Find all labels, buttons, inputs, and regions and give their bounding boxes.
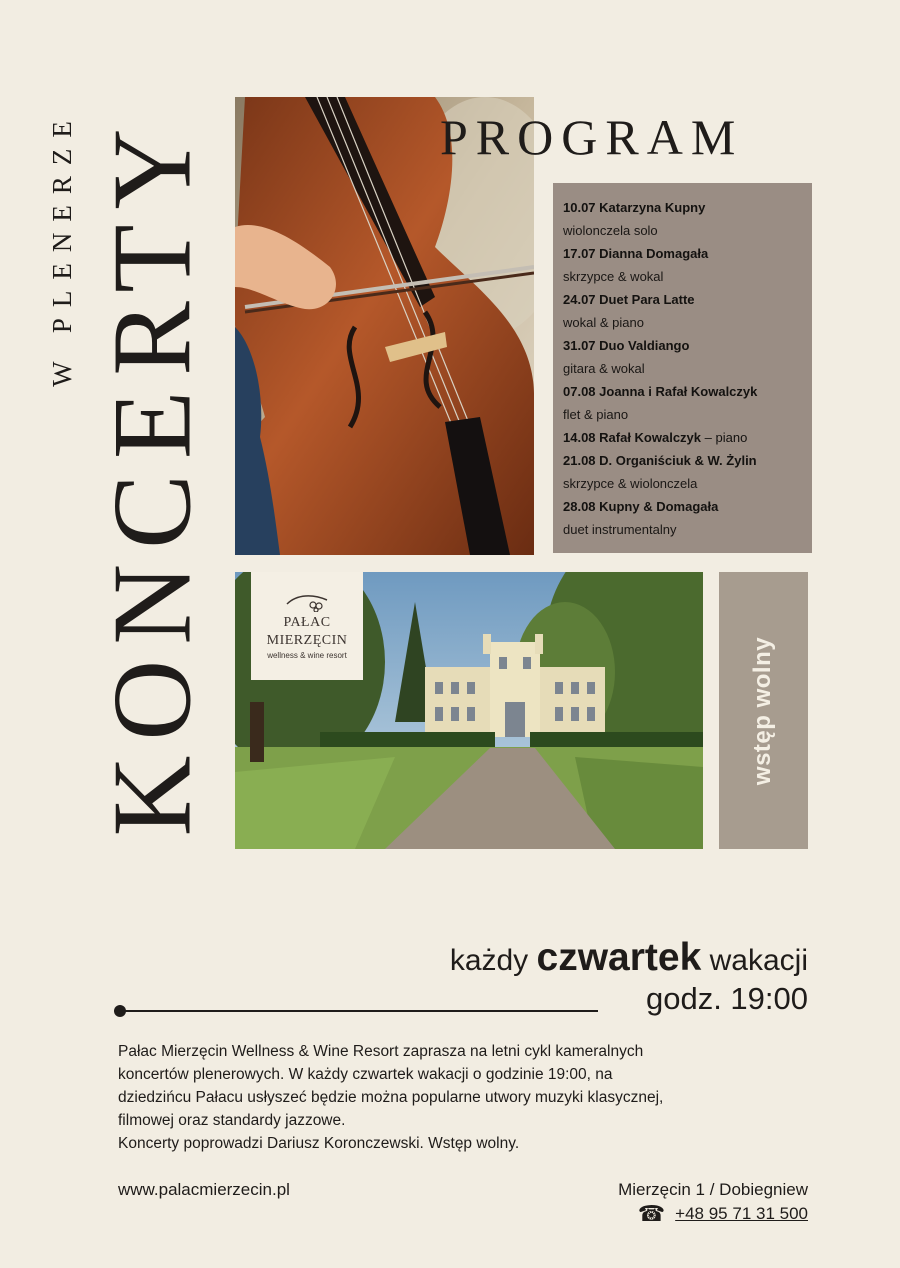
program-item-title: 07.08 Joanna i Rafał Kowalczyk xyxy=(563,384,758,399)
program-list xyxy=(553,183,812,553)
subtitle-vertical xyxy=(44,96,80,400)
program-item-title: 21.08 D. Organiściuk & W. Żylin xyxy=(563,453,757,468)
schedule-time: godz. 19:00 xyxy=(645,981,808,1016)
free-entry-badge xyxy=(719,572,808,849)
divider-dot xyxy=(114,1005,126,1017)
main-title-vertical xyxy=(91,92,216,858)
program-item-subtitle: wiolonczela solo xyxy=(563,223,658,238)
program-item xyxy=(563,245,802,285)
palace-logo xyxy=(251,572,363,680)
program-item-name: 14.08 Rafał Kowalczyk xyxy=(563,430,702,445)
program-item-title: 17.07 Dianna Domagała xyxy=(563,246,709,261)
schedule-day xyxy=(450,936,808,980)
schedule-day-strong: czwartek xyxy=(536,936,702,979)
description-line: dziedzińcu Pałacu usłyszeć będzie można popularne utwory muzyki klasycznej, xyxy=(118,1089,664,1106)
program-item-title: 31.07 Duo Valdiango xyxy=(563,338,690,353)
main-title-text: KONCERTY xyxy=(91,113,216,837)
program-item xyxy=(563,498,802,538)
logo-name-line2: MIERZĘCIN xyxy=(266,633,348,648)
program-item xyxy=(563,291,802,331)
program-item-title xyxy=(563,429,802,446)
event-description xyxy=(118,1040,808,1155)
program-item-subtitle: skrzypce & wiolonczela xyxy=(563,476,698,491)
program-item xyxy=(563,337,802,377)
website-link[interactable]: www.palacmierzecin.pl xyxy=(118,1180,290,1199)
logo-subtitle: wellness & wine resort xyxy=(267,651,347,660)
program-item xyxy=(563,452,802,492)
logo-name-line1: PAŁAC xyxy=(283,615,331,630)
program-item-subtitle: duet instrumentalny xyxy=(563,522,677,537)
timeline-divider xyxy=(114,1004,598,1018)
program-item-subtitle: gitara & wokal xyxy=(563,361,645,376)
phone-row xyxy=(637,1201,808,1226)
description-line: Pałac Mierzęcin Wellness & Wine Resort zaprasza na letni cykl kameralnych xyxy=(118,1043,644,1060)
program-item-instrument: – piano xyxy=(701,430,748,445)
program-item xyxy=(563,199,802,239)
description-line: koncertów plenerowych. W każdy czwartek wakacji o godzinie 19:00, na xyxy=(118,1066,613,1083)
program-item-title: 10.07 Katarzyna Kupny xyxy=(563,200,706,215)
divider-line xyxy=(120,1010,598,1012)
description-line: filmowej oraz standardy jazzowe. xyxy=(118,1112,346,1129)
program-item-title: 28.08 Kupny & Domagała xyxy=(563,499,719,514)
schedule-pre: każdy xyxy=(449,944,537,977)
program-item-subtitle: flet & piano xyxy=(563,407,629,422)
program-item-subtitle: skrzypce & wokal xyxy=(563,269,664,284)
phone-icon: ☎ xyxy=(637,1201,666,1226)
program-item-title: 24.07 Duet Para Latte xyxy=(563,292,695,307)
free-entry-text: wstęp wolny xyxy=(749,636,777,785)
program-heading: PROGRAM xyxy=(440,109,744,165)
program-item xyxy=(563,383,802,423)
description-line: Koncerty poprowadzi Dariusz Koronczewski. Wstęp wolny. xyxy=(118,1135,520,1152)
address-text: Mierzęcin 1 / Dobiegniew xyxy=(618,1180,808,1199)
subtitle-text: W PLENERZE xyxy=(46,109,77,387)
program-item-subtitle: wokal & piano xyxy=(563,315,644,330)
schedule-post: wakacji xyxy=(701,944,808,977)
vine-logo-icon xyxy=(283,592,331,612)
palace-photo xyxy=(235,572,703,849)
phone-link[interactable]: +48 95 71 31 500 xyxy=(675,1204,808,1223)
program-item xyxy=(563,429,802,446)
